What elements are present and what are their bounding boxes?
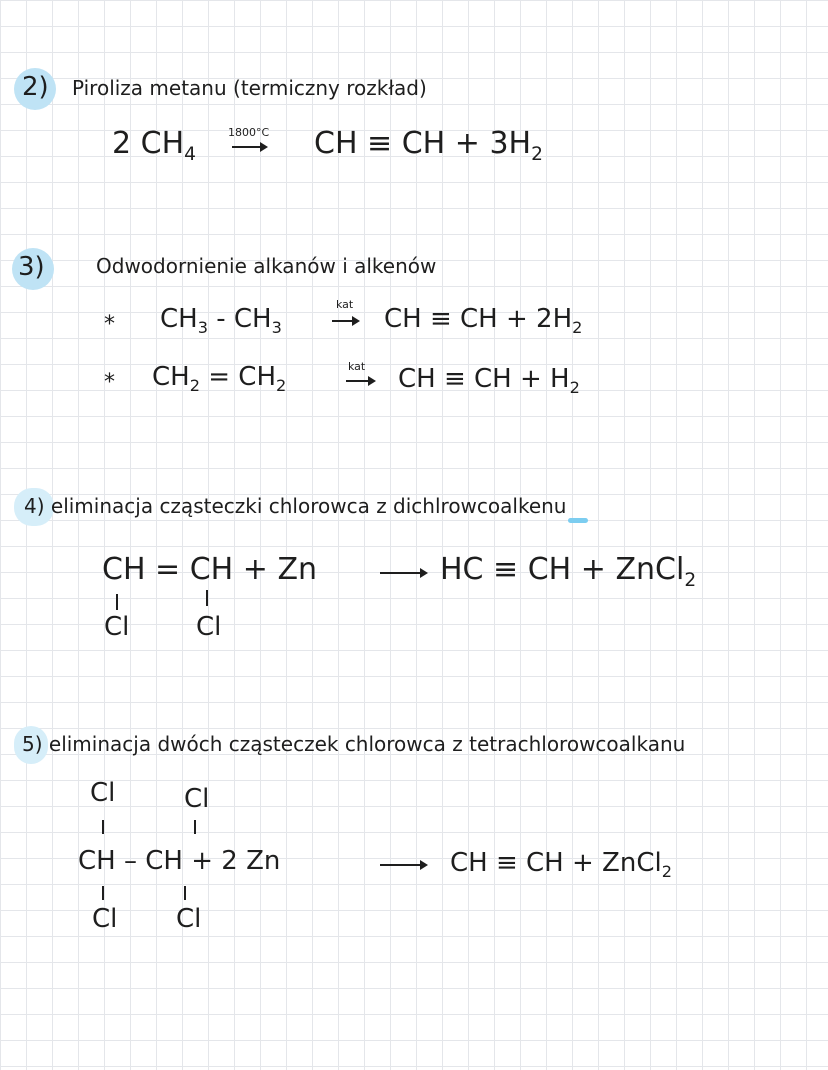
substituent: Cl <box>90 778 116 808</box>
subscript: 4 <box>184 143 196 165</box>
reactant: CH – CH <box>78 846 183 876</box>
bond-line <box>184 886 186 900</box>
bond-line <box>206 590 208 606</box>
equation-products <box>450 848 672 881</box>
subscript: 3 <box>197 317 208 337</box>
equation-ethene <box>152 362 287 395</box>
substituent: Cl <box>184 784 210 814</box>
section-title: 5) eliminacja dwóch cząsteczek chlorowca z tetrachlorowcoalkanu <box>22 732 686 756</box>
reaction-arrow <box>380 864 426 866</box>
product-plus: + ZnCl <box>580 552 685 587</box>
bond-line <box>116 594 118 610</box>
reaction-condition: kat <box>336 298 354 311</box>
product: HC ≡ CH <box>440 552 572 587</box>
reactant: CH = CH <box>102 552 234 587</box>
equation-products <box>440 552 697 591</box>
bond-line <box>102 820 104 834</box>
bullet: * <box>104 370 115 395</box>
equation-products <box>314 126 543 165</box>
product-plus: + H <box>520 364 570 394</box>
product-plus: + 2H <box>506 304 573 334</box>
section-number: 2) <box>22 72 49 102</box>
equation-pyrolysis <box>112 126 196 165</box>
reaction-arrow <box>332 320 358 322</box>
equation-tetrahalide-left <box>78 846 280 876</box>
product-plus: + 3H <box>454 126 532 161</box>
equation-ethane <box>160 304 282 337</box>
bullet: * <box>104 312 115 337</box>
subscript: 2 <box>569 377 580 397</box>
reactant-plus: + 2 Zn <box>191 846 281 876</box>
equation-products <box>384 304 583 337</box>
bond-sign: = <box>208 362 231 392</box>
reactant: CH <box>152 362 190 392</box>
bond-line <box>102 886 104 900</box>
section-number: 3) <box>18 252 45 282</box>
section-title: Piroliza metanu (termiczny rozkład) <box>72 76 427 100</box>
reaction-arrow <box>380 572 426 574</box>
product: CH ≡ CH <box>384 304 498 334</box>
reaction-arrow <box>346 380 374 382</box>
subscript: 2 <box>531 143 543 165</box>
section-title: Odwodornienie alkanów i alkenów <box>96 254 437 278</box>
product: CH ≡ CH <box>314 126 446 161</box>
product: CH ≡ CH <box>450 848 564 878</box>
subscript: 2 <box>276 375 287 395</box>
product: CH ≡ CH <box>398 364 512 394</box>
reaction-condition: kat <box>348 360 366 373</box>
subscript: 2 <box>189 375 200 395</box>
subscript: 2 <box>661 861 672 881</box>
subscript: 3 <box>271 317 282 337</box>
reaction-arrow <box>232 146 266 148</box>
product-plus: + ZnCl <box>572 848 662 878</box>
highlight-mark <box>568 518 588 523</box>
section-title: 4) eliminacja cząsteczki chlorowca z dichlrowcoalkenu <box>24 494 567 518</box>
substituent: Cl <box>104 612 130 642</box>
equation-products <box>398 364 580 397</box>
subscript: 2 <box>572 317 583 337</box>
substituent: Cl <box>92 904 118 934</box>
reactant-plus: + Zn <box>242 552 318 587</box>
reactant: CH <box>238 362 277 392</box>
reaction-condition: 1800°C <box>228 126 270 139</box>
substituent: Cl <box>196 612 222 642</box>
reactant: 2 CH <box>112 126 185 161</box>
subscript: 2 <box>684 569 697 591</box>
substituent: Cl <box>176 904 202 934</box>
equation-dihalide-left <box>102 552 317 587</box>
bond-sign: - <box>216 304 226 334</box>
reactant: CH <box>233 304 272 334</box>
bond-line <box>194 820 196 834</box>
reactant: CH <box>160 304 198 334</box>
